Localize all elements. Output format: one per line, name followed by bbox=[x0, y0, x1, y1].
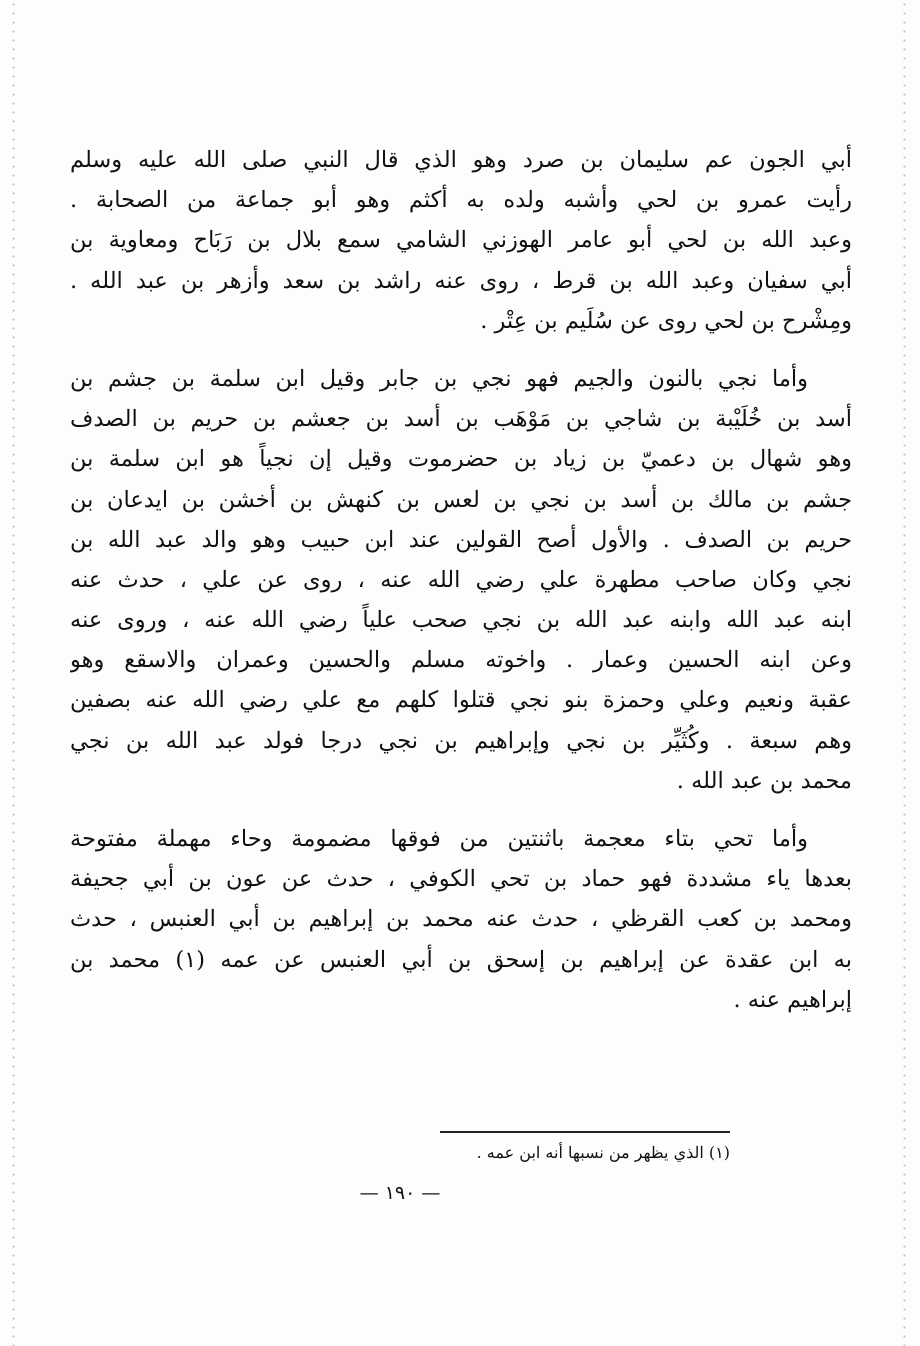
text-line: أبي سفيان وعبد الله بن قرط ، روى عنه راشد بن سعد وأزهر بن عبد الله . bbox=[70, 267, 852, 294]
footnote-divider bbox=[440, 1131, 730, 1133]
text-line: وهم سبعة . وكُثَيِّر بن نجي وإبراهيم بن نجي درجا فولد عبد الله بن نجي bbox=[70, 727, 852, 754]
page-number: — ١٩٠ — bbox=[359, 1182, 441, 1204]
text-line: رأيت عمرو بن لحي وأشبه ولده به أكثم وهو أبو جماعة من الصحابة . bbox=[70, 187, 852, 214]
scan-edge-dots-left bbox=[12, 0, 15, 1346]
paragraph-gap bbox=[70, 801, 852, 819]
scan-edge-dots-right bbox=[903, 0, 906, 1346]
text-line: وأما نجي بالنون والجيم فهو نجي بن جابر وقيل ابن سلمة بن جشم بن bbox=[70, 365, 808, 392]
text-line: حريم بن الصدف . والأول أصح القولين عند ابن حبيب وهو والد عبد الله بن bbox=[70, 526, 852, 553]
text-line: وعن ابنه الحسين وعمار . واخوته مسلم والحسين وعمران والاسقع وهو bbox=[70, 647, 852, 674]
text-line: ومحمد بن كعب القرظي ، حدث عنه محمد بن إبراهيم بن أبي العنبس ، حدث bbox=[70, 906, 852, 933]
text-line: وأما تحي بتاء معجمة باثنتين من فوقها مضمومة وحاء مهملة مفتوحة bbox=[70, 826, 808, 852]
text-line: بعدها ياء مشددة فهو حماد بن تحي الكوفي ، حدث عن عون بن أبي جحيفة bbox=[70, 866, 852, 893]
text-line: أبي الجون عم سليمان بن صرد وهو الذي قال النبي صلى الله عليه وسلم bbox=[70, 147, 852, 173]
text-line: ومِشْرح بن لحي روى عن سُلَيم بن عِتْر . bbox=[480, 307, 852, 334]
text-line: وعبد الله بن لحي أبو عامر الهوزني الشامي سمع بلال بن رَبَاح ومعاوية بن bbox=[70, 227, 852, 254]
text-line: أسد بن خُلَيْبة بن شاجي بن مَوْهَب بن أسد بن جعشم بن حريم بن الصدف bbox=[70, 406, 852, 433]
text-line: إبراهيم عنه . bbox=[733, 986, 852, 1013]
text-line: محمد بن عبد الله . bbox=[676, 767, 852, 794]
text-line: جشم بن مالك بن أسد بن نجي بن لعس بن كنهش بن أخشن بن ايدعان بن bbox=[70, 486, 852, 513]
text-line: عقبة ونعيم وعلي وحمزة بنو نجي قتلوا كلهم مع علي رضي الله عنه بصفين bbox=[70, 687, 852, 714]
footnote: (١) الذي يظهر من نسبها أنه ابن عمه . bbox=[476, 1143, 730, 1162]
text-line: به ابن عقدة عن إبراهيم بن إسحق بن أبي العنبس عن عمه (١) محمد بن bbox=[70, 946, 852, 973]
text-line: وهو شهال بن دعميّ بن زياد بن حضرموت وقيل إن نجياً هو ابن سلمة بن bbox=[70, 446, 852, 473]
paragraph-gap bbox=[70, 341, 852, 359]
body-text bbox=[70, 140, 852, 1020]
text-line: نجي وكان صاحب مطهرة علي رضي الله عنه ، روى عن علي ، حدث عنه bbox=[70, 566, 852, 593]
text-line: ابنه عبد الله وابنه عبد الله بن نجي صحب علياً رضي الله عنه ، وروى عنه bbox=[70, 607, 852, 634]
